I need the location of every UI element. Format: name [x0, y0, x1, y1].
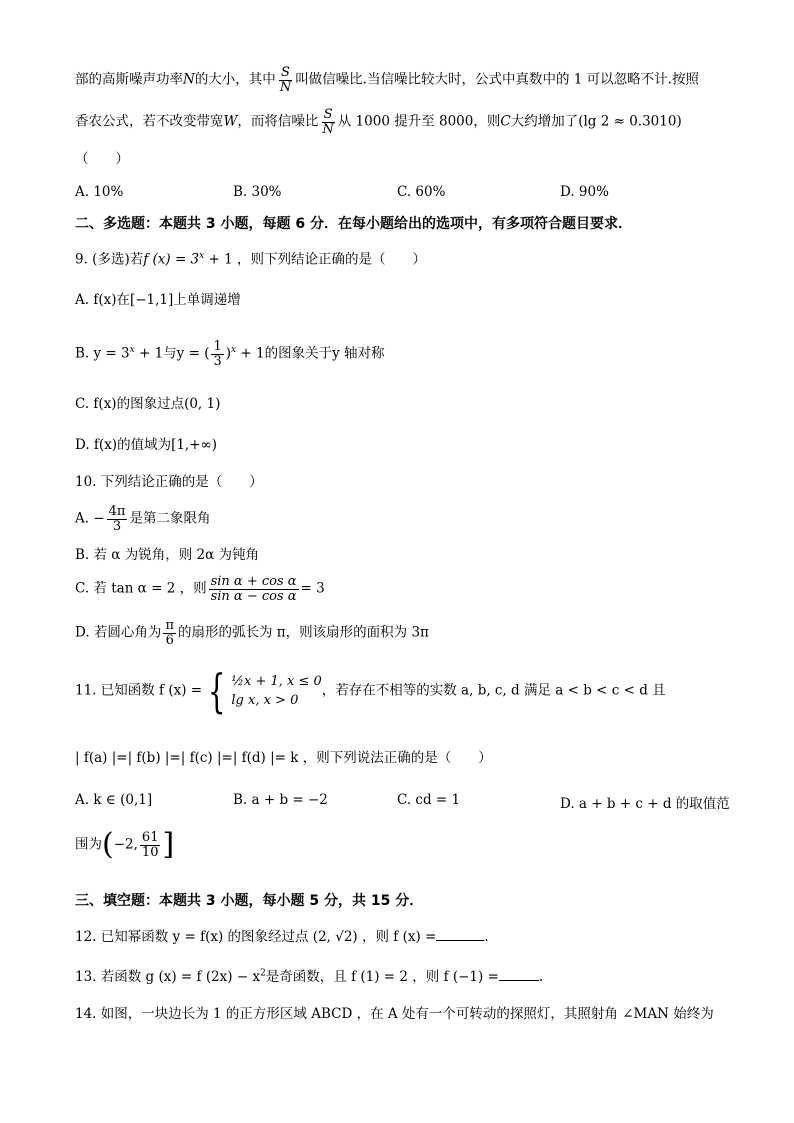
case-1: ½x + 1, x ≤ 0 — [231, 673, 322, 689]
q10-option-a — [75, 505, 210, 533]
frac-num: 61 — [141, 829, 159, 845]
q8-option-a: A. 10% — [75, 184, 124, 200]
close-bracket: ] — [162, 827, 175, 862]
q9-text: B. y = 3 — [75, 345, 130, 362]
q8-line2 — [75, 108, 682, 136]
q8-text: 部的高斯噪声功率 — [75, 71, 183, 88]
section-2-heading: 二、多选题：本题共 3 小题，每题 6 分．在每小题给出的选项中，有多项符合题目要求． — [75, 216, 632, 232]
one-third-fraction — [211, 340, 223, 368]
q13-text: 13. 若函数 g (x) = f (2x) − x — [75, 969, 261, 985]
frac-num: sin α + cos α — [210, 574, 297, 589]
q13 — [75, 968, 543, 985]
var-N: N — [183, 71, 195, 88]
answer-blank[interactable] — [499, 968, 539, 981]
q9-text: ) — [225, 345, 232, 362]
answer-blank[interactable] — [436, 928, 484, 941]
q11-text: ，若存在不相等的实数 a, b, c, d 满足 a < b < c < d 且 — [321, 682, 666, 699]
snr-fraction — [278, 66, 293, 94]
frac-num: S — [281, 65, 290, 80]
q12 — [75, 928, 489, 945]
q10-text: C. 若 tan α = 2 ，则 — [75, 580, 207, 597]
frac-den: 6 — [165, 632, 174, 648]
q13-text: . — [538, 969, 544, 985]
frac-num: π — [165, 618, 174, 633]
q9-option-b — [75, 340, 385, 368]
frac-den: sin α − cos α — [210, 588, 297, 604]
neg-4pi-3-fraction — [107, 505, 128, 533]
q10-text: D. 若圆心角为 — [75, 624, 162, 641]
q9-option-a: A. f(x)在[−1,1]上单调递增 — [75, 292, 241, 308]
q10-option-d — [75, 619, 429, 647]
q9-option-c: C. f(x)的图象过点(0, 1) — [75, 396, 221, 412]
section-3-heading: 三、填空题：本题共 3 小题，每小题 5 分，共 15 分． — [75, 893, 424, 909]
q12-text: . — [484, 929, 489, 945]
q12-text: 12. 已知幂函数 y = f(x) 的图象经过点 (2, √2) ，则 f (x) = — [75, 929, 437, 945]
q11-range — [75, 827, 175, 862]
q9-text: 9. (多选)若 — [75, 251, 144, 268]
case-2: lg x, x > 0 — [231, 693, 299, 708]
pi-6-fraction — [163, 619, 176, 647]
q8-text: 的大小，其中 — [194, 71, 276, 88]
q13-text: 是奇函数，且 f (1) = 2 ，则 f (−1) = — [265, 969, 499, 985]
q11-option-a: A. k ∈ (0,1] — [75, 792, 153, 808]
snr-fraction — [320, 108, 335, 136]
q8-option-b: B. 30% — [233, 184, 282, 200]
q11-option-d: D. a + b + c + d 的取值范 — [560, 796, 730, 812]
q11-option-b: B. a + b = −2 — [233, 792, 328, 808]
frac-num: S — [323, 107, 333, 122]
exponent: 2 — [260, 968, 266, 979]
q8-paren: （ ） — [75, 151, 129, 167]
q11-line2: | f(a) |=| f(b) |=| f(c) |=| f(d) |= k ，则下列说法正确的是（ ） — [75, 750, 492, 766]
exponent: x — [199, 251, 205, 261]
q8-text: ，而将信噪比 — [237, 113, 319, 130]
q10-text: 是第二象限角 — [129, 510, 211, 527]
q11-option-c: C. cd = 1 — [397, 792, 461, 808]
q11-text: 11. 已知函数 f (x) = — [75, 682, 203, 699]
exponent: x — [231, 345, 237, 356]
q11-text: 围为 — [75, 836, 102, 853]
q8-text: 从 1000 提升至 8000，则 — [337, 113, 501, 130]
q10-stem: 10. 下列结论正确的是（ ） — [75, 474, 263, 490]
open-paren: ( — [102, 827, 114, 862]
q8-text: 大约增加了(lg 2 ≈ 0.3010) — [510, 113, 682, 130]
var-W: W — [223, 113, 238, 130]
q9-text: + 1的图象关于y 轴对称 — [236, 345, 385, 362]
q8-option-c: C. 60% — [397, 184, 446, 200]
trig-fraction — [209, 575, 299, 603]
q8-text: 叫做信噪比.当信噪比较大时，公式中真数中的 1 可以忽略不计.按照 — [295, 71, 699, 88]
q14: 14. 如图，一块边长为 1 的正方形区域 ABCD ，在 A 处有一个可转动的探照灯，其照射角 ∠MAN 始终为 — [75, 1006, 714, 1022]
q10-text: = 3 — [300, 580, 325, 597]
piecewise-brace: { — [207, 664, 226, 718]
frac-den: 10 — [141, 844, 159, 860]
frac-den: 3 — [213, 353, 222, 369]
q8-line1 — [75, 66, 699, 94]
piecewise-cases — [231, 672, 321, 711]
q10-option-c — [75, 575, 325, 603]
q10-option-b: B. 若 α 为锐角，则 2α 为钝角 — [75, 547, 259, 563]
q10-text: A. − — [75, 510, 105, 527]
frac-den: 3 — [112, 518, 122, 534]
q8-option-d: D. 90% — [560, 184, 609, 200]
frac-num: 4π — [108, 504, 126, 519]
q11-stem — [75, 664, 666, 718]
frac-den: N — [322, 121, 334, 137]
q9-text: + 1与y = ( — [134, 345, 210, 362]
var-C: C — [500, 113, 511, 130]
q9-func: f (x) = 3 — [143, 251, 200, 268]
q9-option-d: D. f(x)的值域为[1,+∞) — [75, 437, 218, 453]
q8-text: 香农公式，若不改变带宽 — [75, 113, 224, 130]
frac-den: N — [279, 79, 292, 95]
q10-text: 的扇形的弧长为 π，则该扇形的面积为 3π — [177, 624, 429, 641]
frac-num: 1 — [213, 339, 222, 354]
q9-stem — [75, 251, 426, 268]
exponent: x — [129, 345, 135, 356]
range-fraction — [140, 831, 161, 859]
q11-text: −2, — [113, 836, 138, 853]
q9-text: + 1 ，则下列结论正确的是（ ） — [204, 251, 426, 268]
